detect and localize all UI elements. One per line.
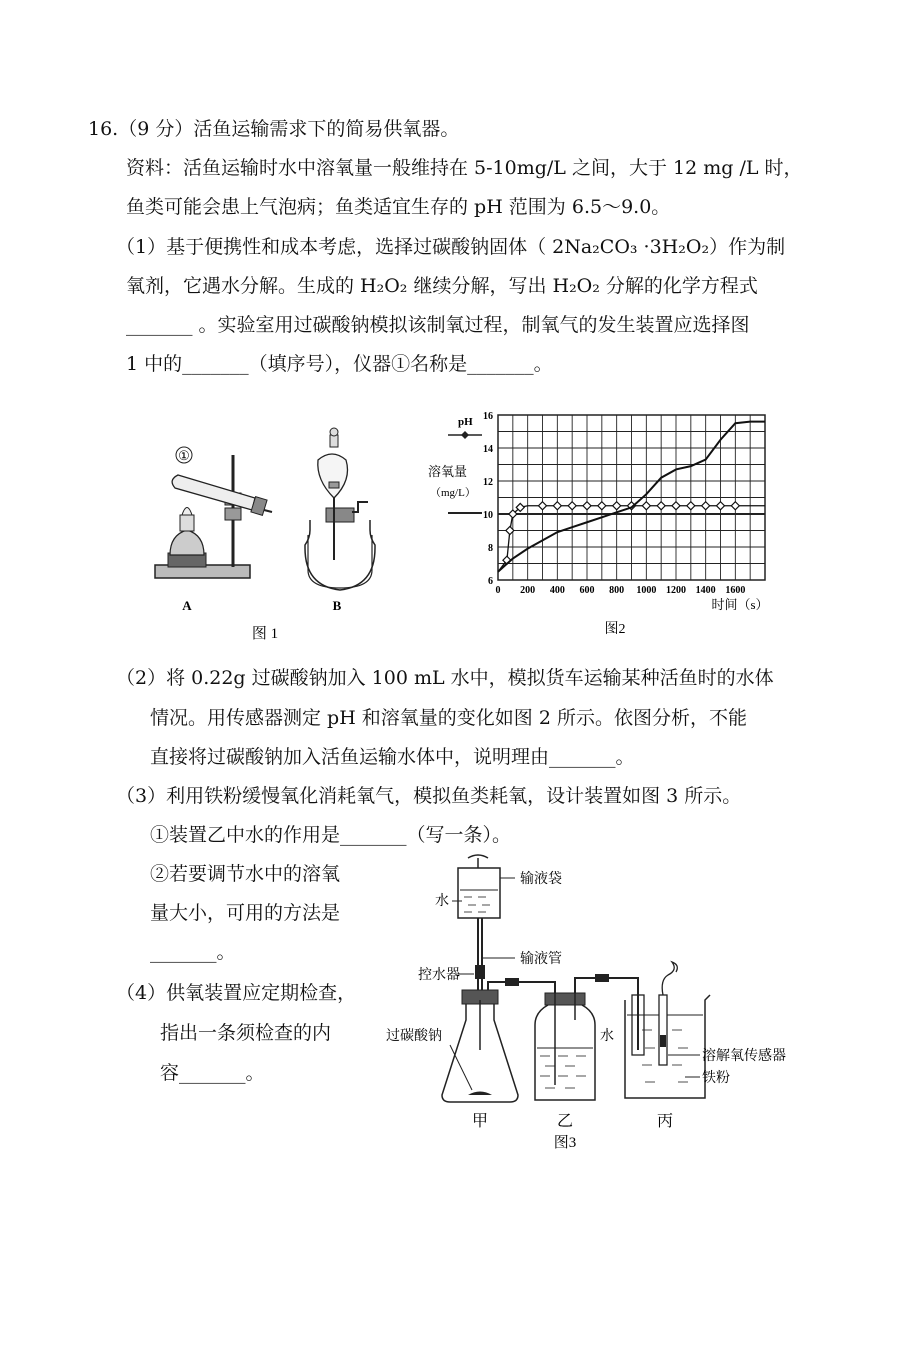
part3-line-1: （3）利用铁粉缓慢氧化消耗氧气，模拟鱼类耗氧，设计装置如图 3 所示。 (116, 785, 742, 807)
series-ph-point (717, 502, 725, 510)
legend-ph-label: pH (458, 416, 473, 428)
label-water-mid: 水 (600, 1029, 614, 1044)
label-reagent: 过碳酸钠 (386, 1029, 442, 1044)
x-tick-label: 1000 (636, 585, 657, 596)
x-tick-label: 1400 (695, 585, 716, 596)
part1-line-2: 氧剂，它遇水分解。生成的 H₂O₂ 继续分解，写出 H₂O₂ 分解的化学方程式 (126, 275, 758, 297)
legend-ph-marker (461, 431, 469, 439)
x-tick-label: 1200 (666, 585, 686, 596)
bottle-yi (535, 993, 595, 1100)
series-ph-point (731, 502, 739, 510)
series-ph-point (642, 502, 650, 510)
figure2-caption: 图2 (604, 622, 626, 637)
label-water-top: 水 (435, 894, 449, 909)
x-tick-label: 400 (549, 585, 565, 596)
x-tick-label: 200 (520, 585, 536, 596)
apparatus-a (155, 455, 272, 578)
label-controller: 控水器 (418, 968, 460, 983)
x-tick-label: 800 (609, 585, 625, 596)
series-ph-point (672, 502, 680, 510)
material-line-1: 资料：活鱼运输时水中溶氧量一般维持在 5-10mg/L 之间，大于 12 mg /L 时， (126, 157, 803, 179)
label-sensor: 溶解氧传感器 (702, 1049, 786, 1064)
iv-bag (458, 855, 515, 918)
part3-line-3: ②若要调节水中的溶氧 (150, 863, 341, 885)
chart-xlabel: 时间（s） (711, 597, 769, 612)
flask-jia (442, 990, 518, 1102)
figure3-caption: 图3 (553, 1135, 577, 1151)
part2-line-1: （2）将 0.22g 过碳酸钠加入 100 mL 水中，模拟货车运输某种活鱼时的水体 (116, 667, 774, 689)
part4-line-3: 容_______。 (160, 1062, 265, 1084)
figure1-caption: 图 1 (251, 626, 279, 642)
label-a: A (182, 598, 192, 613)
y-tick-label: 8 (488, 543, 493, 554)
figure-3 (380, 850, 810, 1151)
series-ph-point (687, 502, 695, 510)
series-ph-point (598, 502, 606, 510)
part2-line-2: 情况。用传感器测定 pH 和溶氧量的变化如图 2 所示。依图分析，不能 (150, 707, 747, 729)
label-circle-1: ① (178, 448, 190, 463)
chart-grid (498, 415, 765, 580)
y-tick-label: 16 (483, 411, 493, 422)
label-iv-tube: 输液管 (520, 952, 562, 967)
series-ph-point (657, 502, 665, 510)
legend-do-label: 溶氧量 (428, 464, 468, 479)
series-ph-point (553, 502, 561, 510)
series-ph-point (702, 502, 710, 510)
part1-line-4: 1 中的_______（填序号），仪器①名称是_______。 (126, 353, 553, 375)
x-tick-label: 1600 (725, 585, 746, 596)
part2-line-3: 直接将过碳酸钠加入活鱼运输水体中，说明理由_______。 (150, 746, 635, 768)
material-line-2: 鱼类可能会患上气泡病；鱼类适宜生存的 pH 范围为 6.5～9.0。 (126, 196, 671, 218)
series-ph-point (539, 502, 547, 510)
part1-line-3: _______ 。实验室用过碳酸钠模拟该制氧过程，制氧气的发生装置应选择图 (126, 314, 750, 336)
legend-do-unit: （mg/L） (430, 487, 476, 499)
series-ph-point (568, 502, 576, 510)
y-tick-label: 14 (483, 444, 493, 455)
part3-line-5: _______。 (150, 941, 236, 963)
figure-1 (140, 420, 400, 650)
series-ph-point (583, 502, 591, 510)
label-iron: 铁粉 (702, 1071, 730, 1086)
label-b: B (332, 598, 342, 613)
label-bing: 丙 (656, 1113, 674, 1130)
label-jia: 甲 (471, 1113, 489, 1130)
y-tick-label: 10 (483, 510, 493, 521)
part1-line-1: （1）基于便携性和成本考虑，选择过碳酸钠固体（ 2Na₂CO₃ ·3H₂O₂）作为制 (116, 236, 786, 258)
y-tick-label: 12 (483, 477, 493, 488)
part4-line-2: 指出一条须检查的内 (160, 1022, 332, 1044)
x-tick-label: 0 (495, 585, 501, 596)
y-tick-label: 6 (488, 576, 493, 587)
figure-2-chart (410, 400, 790, 645)
apparatus-b (305, 428, 375, 590)
label-iv-bag: 输液袋 (520, 872, 562, 887)
part3-line-4: 量大小，可用的方法是 (150, 902, 341, 924)
part3-line-2: ①装置乙中水的作用是_______（写一条）。 (150, 824, 512, 846)
part4-line-1: （4）供氧装置应定期检查， (116, 982, 357, 1004)
water-controller (475, 965, 485, 979)
question-title: 16.（9 分）活鱼运输需求下的简易供氧器。 (88, 118, 460, 140)
series-ph-point (613, 502, 621, 510)
x-tick-label: 600 (579, 585, 595, 596)
label-yi: 乙 (556, 1113, 574, 1130)
